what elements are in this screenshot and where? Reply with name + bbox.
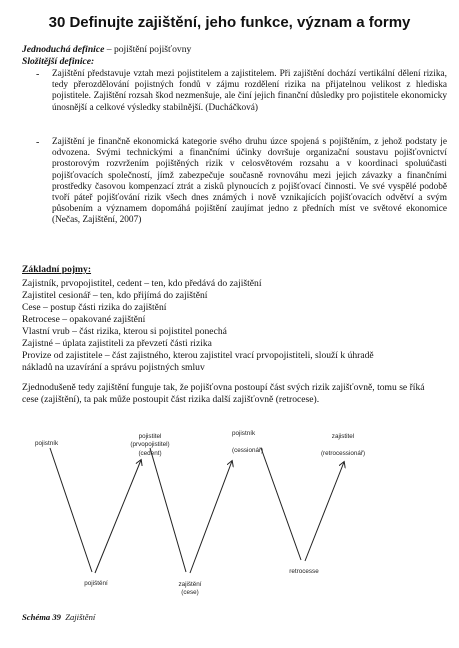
term-line: Zajistné – úplata zajistiteli za převzetí části rizika	[22, 338, 212, 349]
page-title: 30 Definujte zajištění, jeho funkce, význam a formy	[48, 14, 411, 31]
term-line: Cese – postup části rizika do zajištění	[22, 302, 167, 313]
bullet-dash-1: -	[36, 69, 40, 80]
diagram-label: (retrocessionář)	[320, 450, 366, 457]
term-line: Zajistník, prvopojistitel, cedent – ten, kdo předává do zajištění	[22, 278, 262, 289]
diagram-label: pojistitel	[138, 433, 162, 440]
diagram-label: pojištění	[84, 580, 108, 587]
arrow-line	[150, 448, 186, 572]
arrow-line	[261, 448, 301, 560]
diagram-label: zajištění	[178, 581, 202, 588]
term-line: Provize od zajistitele – část zajistného, kterou zajistitel vrací prvopojistiteli, slouží k úhradě	[22, 350, 374, 361]
complex-definition-label: Složitější definice:	[22, 56, 95, 67]
caption-text: Zajištění	[65, 612, 96, 622]
arrow-line	[305, 462, 344, 561]
arrow-line	[190, 461, 232, 573]
diagram-label: (prvopojistitel)	[130, 441, 170, 448]
term-line: Zajistitel cesionář – ten, kdo přijímá do zajištění	[22, 290, 208, 301]
arrow-line	[95, 460, 141, 573]
diagram-label: (cessionář)	[232, 447, 264, 454]
term-line: nákladů na uzavírání a správu pojistných smluv	[22, 362, 205, 373]
bullet-text-1: Zajištění představuje vztah mezi pojistitelem a zajistitelem. Při zajištění dochází vertikální dělení rizika, tedy přerozdělování pojistných fondů v zájmu rozdělení rizika na přijatelnou velikost z hlediska pojistitele. Zajištění rozsah škod nezmenšuje, ale činí jejich finanční důsledky pro pojistitele ekonomicky únosnější a celkové výsledky stabilnější. (Ducháčková)	[52, 69, 447, 113]
simple-definition-text: – pojištění pojišťovny	[104, 44, 192, 55]
diagram-label: zajistitel	[331, 433, 355, 440]
diagram-label: pojistník	[35, 440, 59, 447]
diagram-label: retrocesse	[289, 568, 319, 575]
simple-definition-label: Jednoduchá definice	[22, 44, 105, 55]
terms-heading: Základní pojmy:	[22, 264, 92, 275]
bullet-dash-2: -	[36, 137, 40, 148]
term-line: Vlastní vrub – část rizika, kterou si pojistitel ponechá	[22, 326, 227, 337]
diagram-label: pojistník	[232, 430, 256, 437]
caption-number: Schéma 39	[22, 612, 61, 622]
diagram-label: (cese)	[181, 589, 199, 596]
term-line: Retrocese – opakované zajištění	[22, 314, 146, 325]
figure-caption	[22, 612, 95, 622]
summary-paragraph: Zjednodušeně tedy zajištění funguje tak, že pojišťovna postoupí část svých rizik zajišťovně, tomu se říká cese (zajištění), ta pak může postoupit část rizika další zajišťovně (retrocese).	[22, 382, 425, 405]
arrow-line	[50, 448, 92, 572]
diagram-label: (cedent)	[138, 450, 162, 457]
bullet-text-2: Zajištění je finančně ekonomická kategorie svého druhu úzce spojená s pojištěním, z jehož podstaty je odvozena. Svými technickými a finančními účinky dovršuje organizační soustavu pojišťovnictví prostorovým rozvržením pojištěných rizik v celosvětovém rozsahu a v koordinaci spoluúčasti pojišťovacích společností, jímž zabezpečuje současně rovnováhu mezi jejich závazky a finančními prostředky časovou kompenzací ztrát a zisků plynoucích z pojišťovací činnosti. Ve své vyspělé podobě tvoří páteř pojišťování rizik všech dnes známých i nově vznikajících pojišťovacích odvětví a svým působením a významem dopomáhá pojištění zaujímat jedno z předních míst ve světové ekonomice (Nečas, Zajištění, 2007)	[52, 137, 447, 226]
